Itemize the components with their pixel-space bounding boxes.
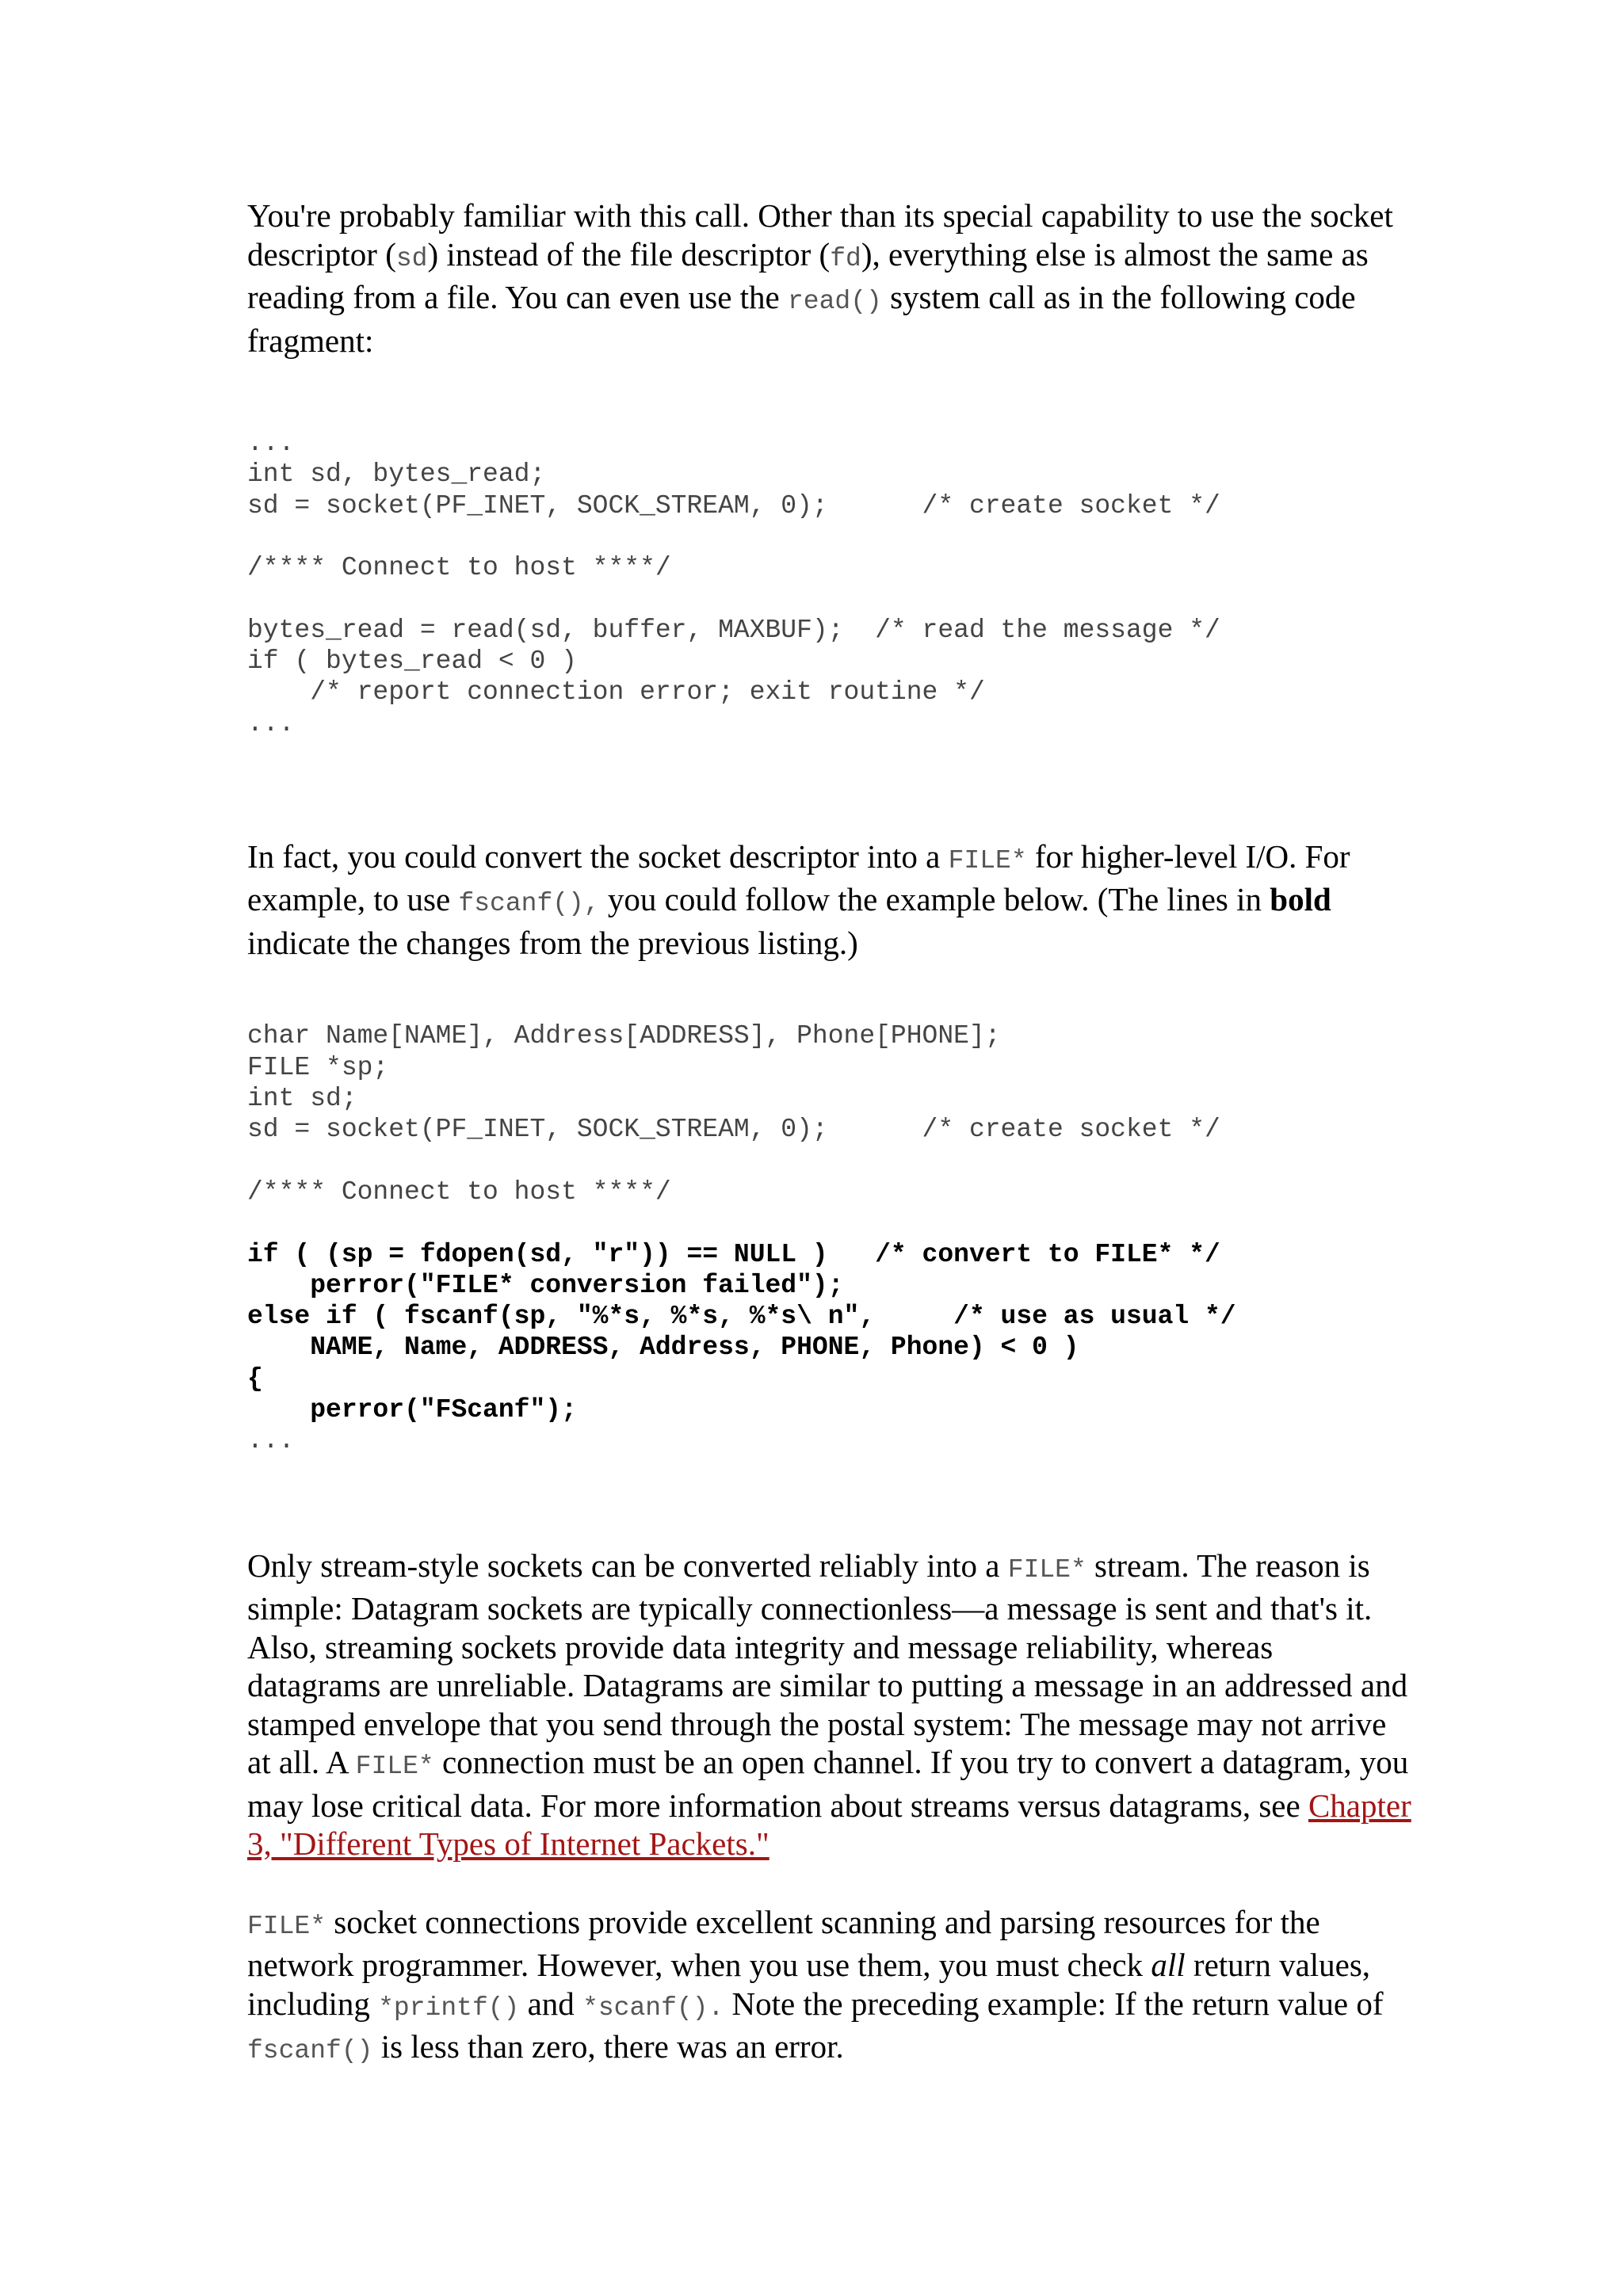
inline-code: fscanf(), <box>458 889 600 919</box>
text: and <box>519 1985 583 2022</box>
code-line: sd = socket(PF_INET, SOCK_STREAM, 0); /* create socket */ <box>247 1115 1220 1145</box>
code-block-fdopen <box>247 1020 1412 1456</box>
text: socket connections provide excellent scanning and parsing resources for the network programmer. However, when you use them, you must check <box>247 1903 1320 1984</box>
inline-code: FILE* <box>247 1911 327 1941</box>
chapter-3-link[interactable]: Chapter 3, "Different Types of Internet Packets." <box>247 1787 1411 1863</box>
text: You're probably familiar with this call. Other than its special capability to use the socket descriptor ( <box>247 197 1393 273</box>
text: you could follow the example below. (The lines in <box>599 881 1270 918</box>
code-line: char Name[NAME], Address[ADDRESS], Phone[PHONE]; <box>247 1021 1001 1051</box>
paragraph-file-socket-connections <box>247 1903 1412 2071</box>
paragraph-read-intro <box>247 196 1412 360</box>
code-line-bold: NAME, Name, ADDRESS, Address, PHONE, Phone) < 0 ) <box>247 1333 1079 1363</box>
code-line: if ( bytes_read < 0 ) <box>247 646 577 677</box>
code-line: int sd, bytes_read; <box>247 460 546 490</box>
text: connection must be an open channel. If you try to convert a datagram, you may lose critical data. For more information about streams versus datagrams, see <box>247 1744 1409 1824</box>
code-block-read <box>247 428 1412 739</box>
text: stream. The reason is simple: Datagram sockets are typically connectionless—a message is sent and that's it. Also, streaming sockets provide data integrity and message reliability, whereas datagrams are unreliable. Datagrams are similar to putting a message in an addressed and stamped envelope that you send through the postal system: The message may not arrive at all. A <box>247 1547 1408 1781</box>
code-line <box>247 1146 1412 1177</box>
paragraph-stream-sockets <box>247 1547 1412 1863</box>
text: In fact, you could convert the socket descriptor into a <box>247 837 949 875</box>
inline-code: sd <box>395 243 428 273</box>
code-line: ... <box>247 429 295 458</box>
code-line-bold: if ( (sp = fdopen(sd, "r")) == NULL ) /* convert to FILE* */ <box>247 1239 1220 1269</box>
inline-code: fscanf() <box>247 2036 373 2066</box>
text: ) instead of the file descriptor ( <box>427 235 831 273</box>
code-line <box>247 1207 1412 1238</box>
code-line-bold: perror("FILE* conversion failed"); <box>247 1270 844 1300</box>
code-line: int sd; <box>247 1084 357 1114</box>
inline-code: FILE* <box>1007 1554 1086 1585</box>
code-line: /**** Connect to host ****/ <box>247 553 671 583</box>
text: system call as in the following code fragment: <box>247 279 1356 359</box>
inline-code: read() <box>788 287 882 316</box>
code-line-bold: { <box>247 1363 263 1394</box>
code-line: ... <box>247 1426 295 1456</box>
text: Only stream-style sockets can be converted reliably into a <box>247 1547 1008 1584</box>
text: ), everything else is almost the same as reading from a file. You can even use the <box>247 235 1369 315</box>
document-page <box>247 196 1412 2071</box>
text: return values, including <box>247 1947 1371 2022</box>
code-line: /**** Connect to host ****/ <box>247 1177 671 1207</box>
italic-text: all <box>1151 1947 1186 1984</box>
text: indicate the changes from the previous listing.) <box>247 924 858 961</box>
bold-text: bold <box>1270 881 1331 918</box>
inline-code: *printf() <box>378 1993 520 2023</box>
text: is less than zero, there was an error. <box>372 2028 844 2065</box>
code-line-bold: else if ( fscanf(sp, "%*s, %*s, %*s\ n", /* use as usual */ <box>247 1302 1236 1332</box>
text: Note the preceding example: If the return value of <box>724 1985 1384 2022</box>
code-line <box>247 583 1412 614</box>
code-line <box>247 521 1412 552</box>
code-line: ... <box>247 708 295 738</box>
text: for higher-level I/O. For example, to use <box>247 837 1350 918</box>
inline-code: FILE* <box>355 1752 434 1782</box>
code-line-bold: perror("FScanf"); <box>247 1395 577 1425</box>
inline-code: FILE* <box>948 845 1027 875</box>
code-line: bytes_read = read(sd, buffer, MAXBUF); /* read the message */ <box>247 615 1220 645</box>
inline-code: fd <box>830 243 861 273</box>
inline-code: *scanf(). <box>582 1993 724 2023</box>
code-line: FILE *sp; <box>247 1052 389 1082</box>
paragraph-fdopen-intro <box>247 837 1412 963</box>
code-line: sd = socket(PF_INET, SOCK_STREAM, 0); /* create socket */ <box>247 490 1220 521</box>
code-line: /* report connection error; exit routine */ <box>247 677 985 707</box>
